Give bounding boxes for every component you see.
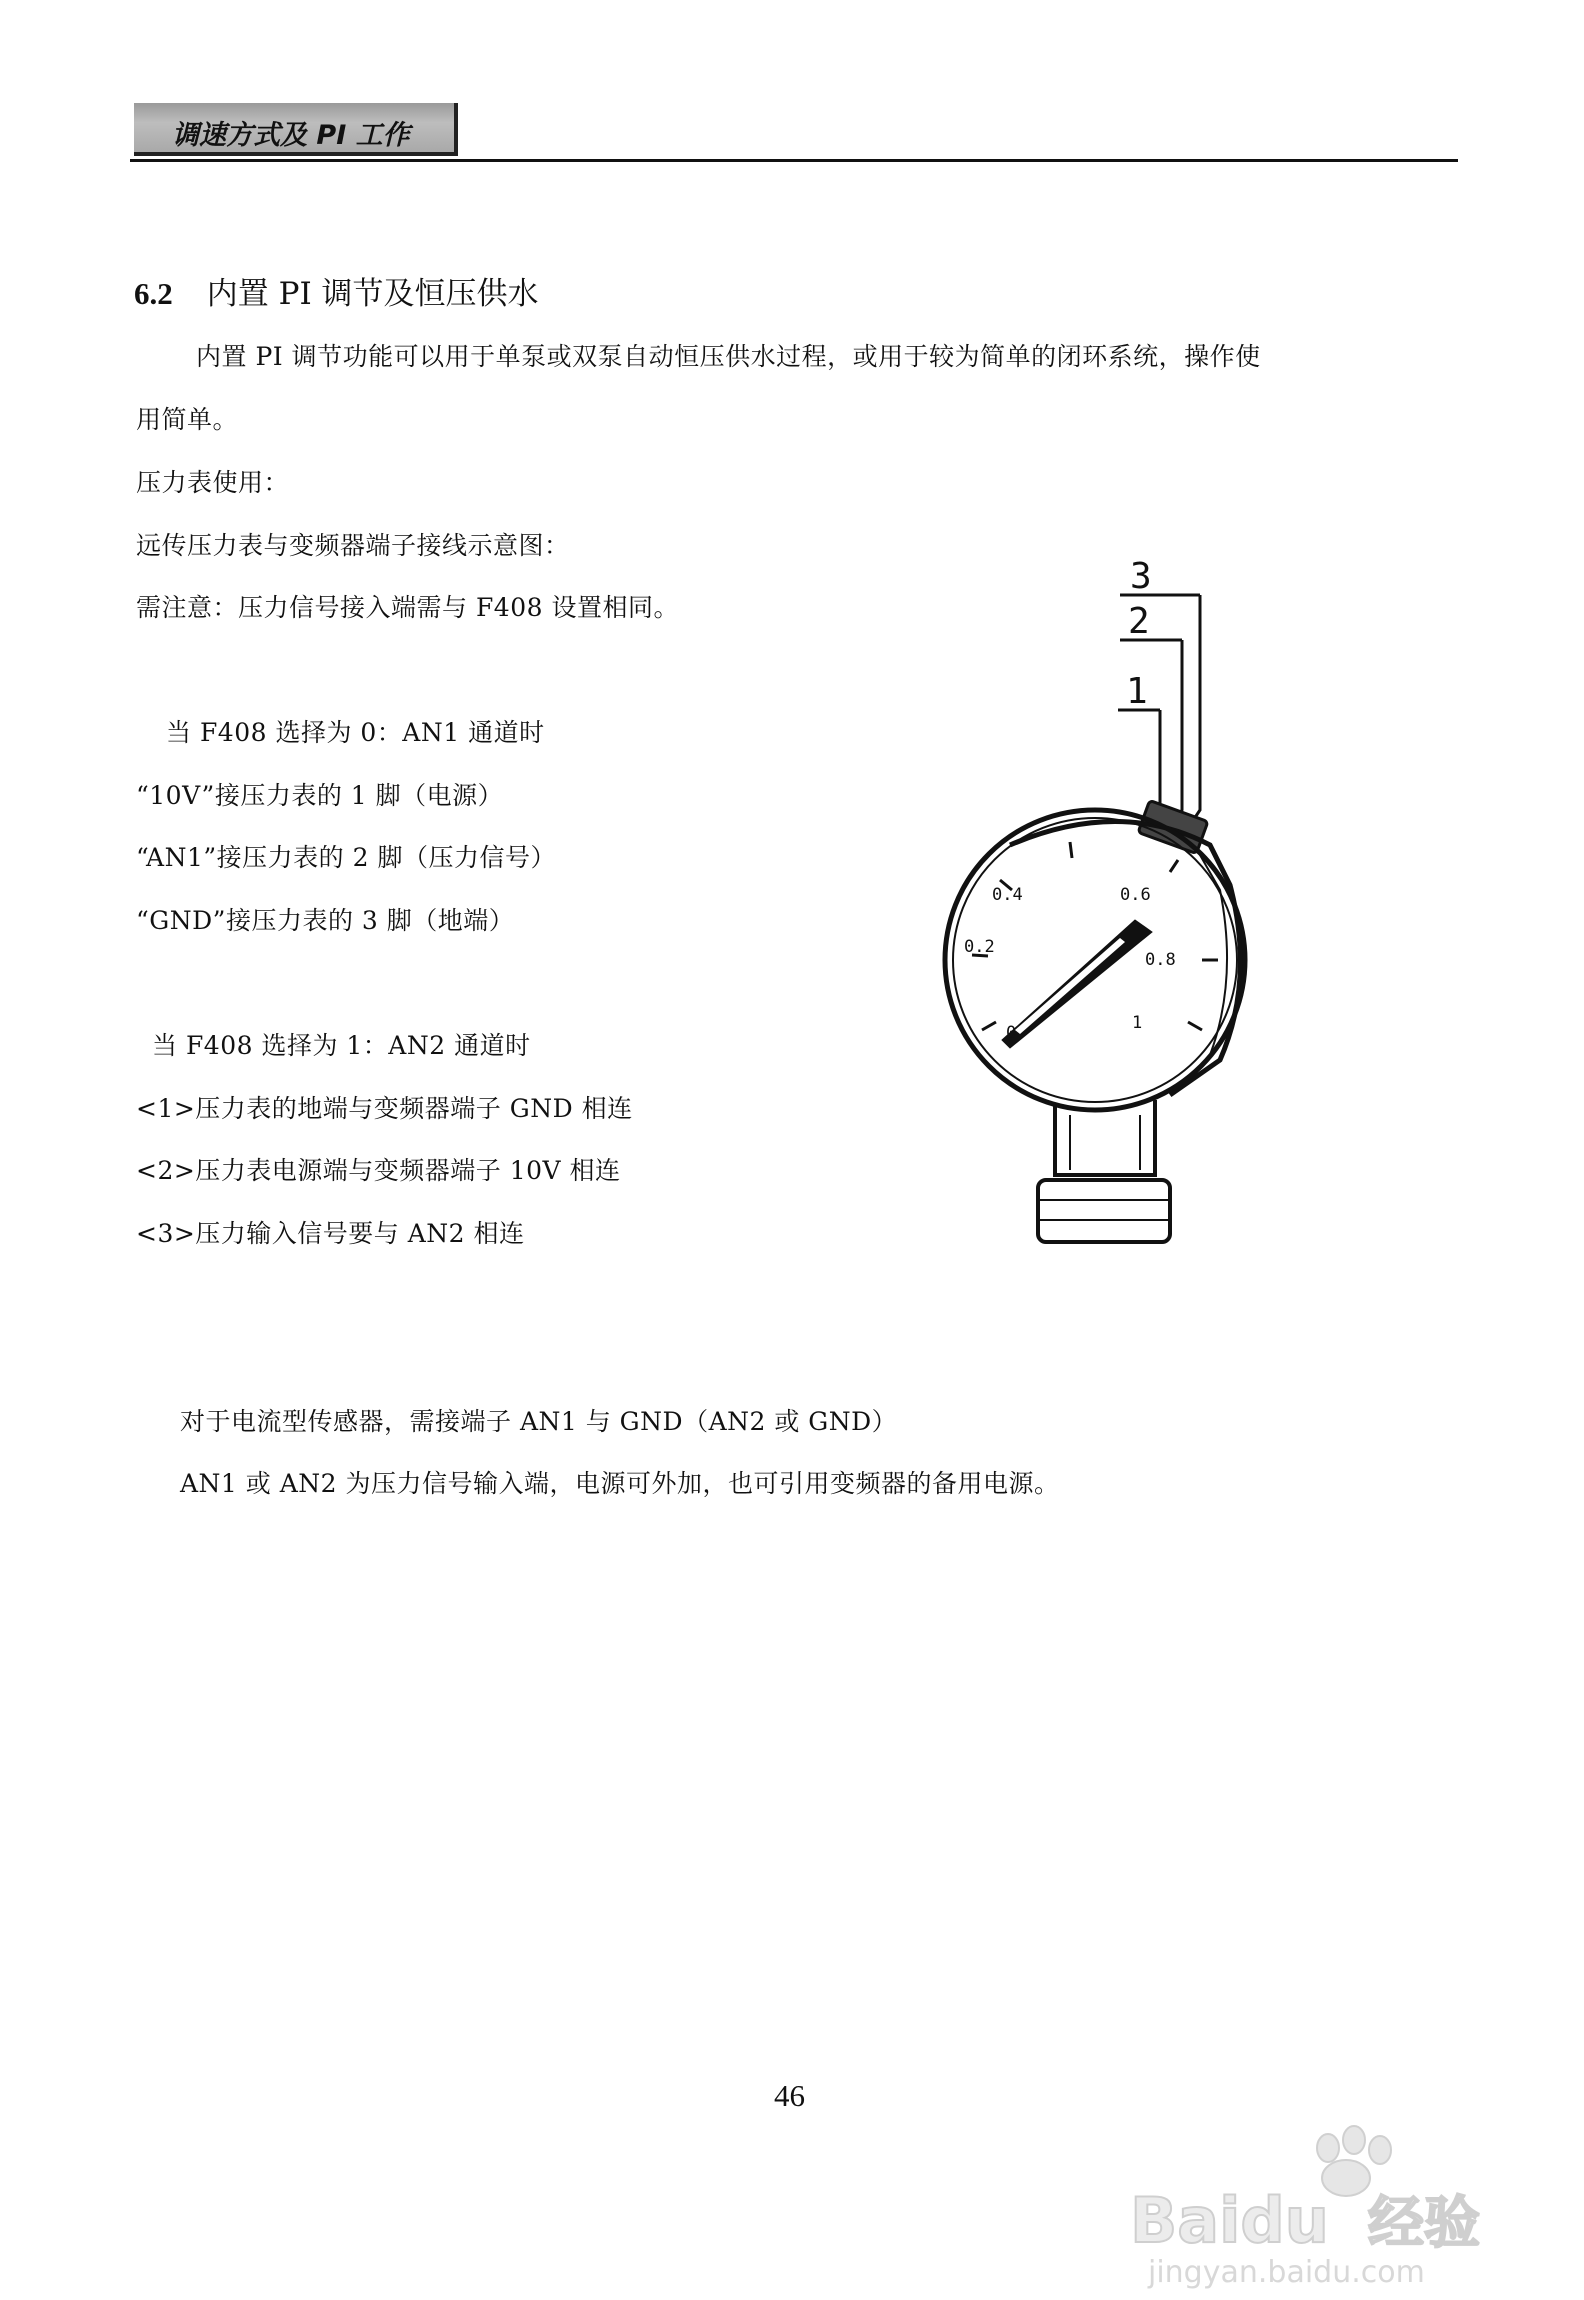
watermark-suffix: 经验 [1368,2191,1480,2256]
gauge-usage-label: 压力表使用： [136,468,290,497]
section-title: 内置 PI 调节及恒压供水 [206,276,539,312]
intro-line-2: 用简单。 [136,405,239,434]
option1-line-2: <2>压力表电源端与变频器端子 10V 相连 [136,1156,621,1185]
pin3-wire [1188,595,1200,828]
scale-0.8: 0.8 [1145,950,1176,970]
option0-line-1: “10V”接压力表的 1 脚（电源） [136,781,504,810]
option1-title: 当 F408 选择为 1：AN2 通道时 [152,1031,531,1060]
header-rule [130,159,1458,162]
intro-line-1: 内置 PI 调节功能可以用于单泵或双泵自动恒压供水过程，或用于较为简单的闭环系统，操作使 [196,342,1261,371]
gauge-thread [1038,1180,1170,1242]
option1-line-1: <1>压力表的地端与变频器端子 GND 相连 [136,1094,633,1123]
scale-0.6: 0.6 [1120,885,1151,905]
watermark-brand: Baidu [1130,2184,1329,2257]
watermark-url: jingyan.baidu.com [1148,2255,1425,2290]
diagram-caption: 远传压力表与变频器端子接线示意图： [136,531,570,560]
page-number: 46 [774,2078,805,2113]
current-sensor-line-2: AN1 或 AN2 为压力信号输入端，电源可外加，也可引用变频器的备用电源。 [180,1469,1060,1498]
pressure-gauge-illustration [920,560,1250,1260]
pin2-label: 2 [1128,601,1150,642]
terminal-block [1138,800,1208,853]
scale-1: 1 [1132,1013,1143,1033]
scale-0.4: 0.4 [992,885,1023,905]
current-sensor-line-1: 对于电流型传感器，需接端子 AN1 与 GND（AN2 或 GND） [180,1407,898,1436]
section-heading [134,268,539,313]
scale-0: 0 [1006,1023,1017,1043]
pin1-label: 1 [1126,671,1148,712]
section-number: 6.2 [134,276,173,311]
option1-line-3: <3>压力输入信号要与 AN2 相连 [136,1219,525,1248]
option0-line-3: “GND”接压力表的 3 脚（地端） [136,906,515,935]
option0-line-2: “AN1”接压力表的 2 脚（压力信号） [136,843,556,872]
header-title: 调速方式及 PI 工作 [172,120,410,151]
note-text: 需注意：压力信号接入端需与 F408 设置相同。 [136,593,679,622]
option0-title: 当 F408 选择为 0：AN1 通道时 [166,718,545,747]
baidu-watermark [1118,2110,1518,2290]
pin2-wire [1170,640,1182,825]
pin3-label: 3 [1130,560,1152,597]
scale-0.2: 0.2 [964,937,995,957]
